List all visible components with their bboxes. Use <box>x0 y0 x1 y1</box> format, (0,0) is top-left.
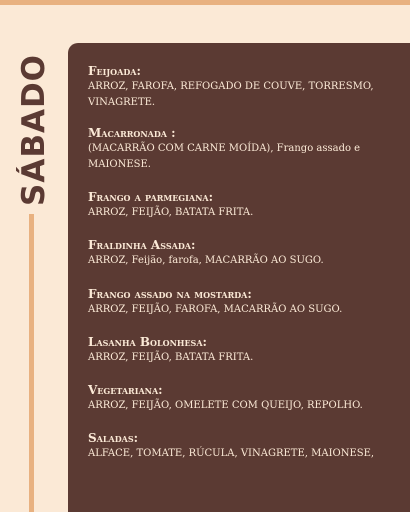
menu-item-name: Frango assado na mostarda: <box>88 287 252 301</box>
menu-item-macarronada <box>88 125 404 173</box>
menu-item-name: Vegetariana: <box>88 383 163 397</box>
menu-item-frango-parmegiana <box>88 189 404 221</box>
menu-item-description: ARROZ, FEIJÃO, BATATA FRITA. <box>88 207 254 218</box>
menu-item-vegetariana <box>88 382 404 414</box>
menu-item-description: ARROZ, FEIJÃO, OMELETE COM QUEIJO, REPOLHO. <box>88 400 363 411</box>
menu-item-description: ARROZ, FAROFA, REFOGADO DE COUVE, TORRESMO, VINAGRETE. <box>88 81 374 108</box>
side-accent-line <box>29 214 34 512</box>
menu-item-name: Macarronada : <box>88 126 176 140</box>
menu-item-name: Frango a parmegiana: <box>88 190 214 204</box>
menu-item-description: (MACARRÃO COM CARNE MOÍDA), Frango assado e MAIONESE. <box>88 143 361 170</box>
top-accent-stripe <box>0 0 410 5</box>
menu-item-name: Fraldinha Assada: <box>88 238 196 252</box>
menu-item-name: Saladas: <box>88 431 139 445</box>
day-title: SÁBADO <box>16 53 52 206</box>
menu-item-fraldinha-assada <box>88 237 404 269</box>
menu-item-frango-mostarda <box>88 286 404 318</box>
menu-item-description: ARROZ, FEIJÃO, BATATA FRITA. <box>88 352 254 363</box>
menu-item-description: ARROZ, Feijão, farofa, MACARRÃO AO SUGO. <box>88 255 324 266</box>
menu-item-description: ALFACE, TOMATE, RÚCULA, VINAGRETE, MAIONESE, <box>88 448 375 459</box>
menu-panel <box>68 43 410 512</box>
menu-item-description: ARROZ, FEIJÃO, FAROFA, MACARRÃO AO SUGO. <box>88 304 343 315</box>
menu-item-feijoada <box>88 63 404 111</box>
menu-item-lasanha-bolonhesa <box>88 334 404 366</box>
menu-item-saladas <box>88 430 404 462</box>
menu-item-name: Feijoada: <box>88 64 141 78</box>
menu-item-name: Lasanha Bolonhesa: <box>88 335 207 349</box>
